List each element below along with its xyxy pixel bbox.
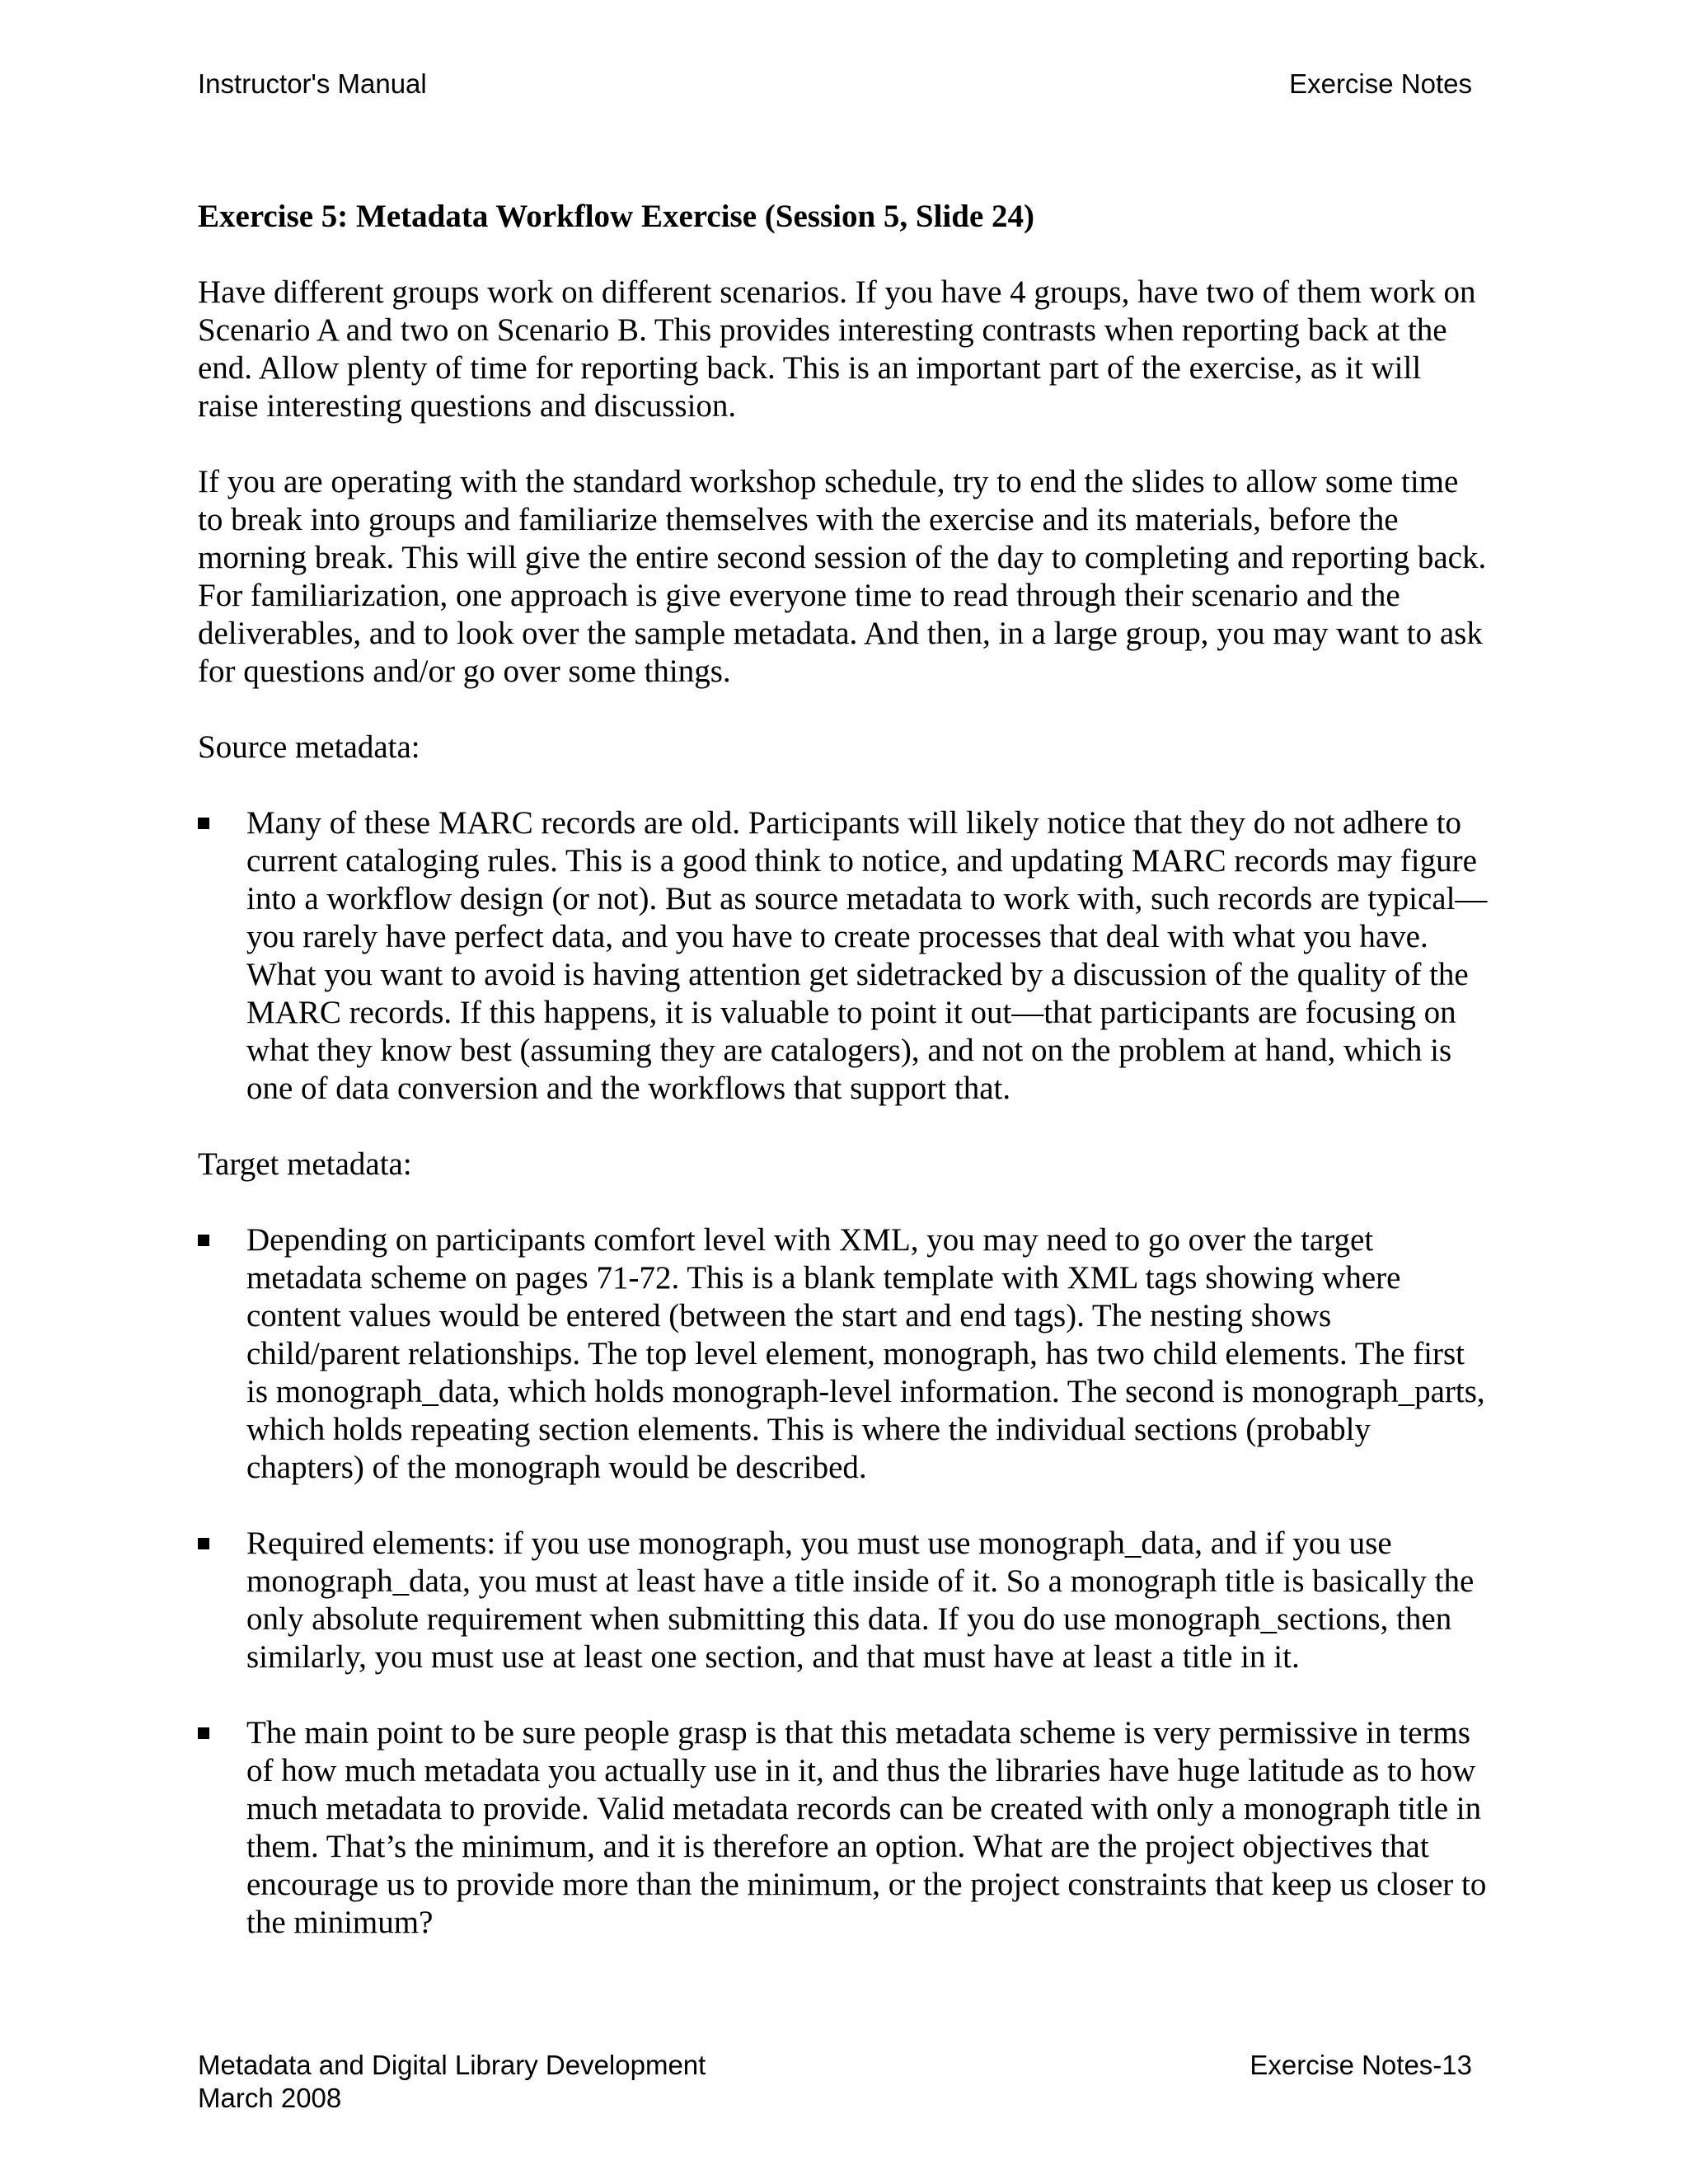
exercise-title: Exercise 5: Metadata Workflow Exercise (Session 5, Slide 24) bbox=[198, 199, 1034, 234]
square-bullet-icon bbox=[198, 818, 209, 829]
list-item bbox=[198, 1714, 1489, 1942]
list-item-text: Required elements: if you use monograph, you must use monograph_data, and if you use monograph_data, you must at least have a title inside of it. So a monograph title is basically the only absolute requirement when submitting this data. If you do use monograph_sections, then similarly, you must use at least one section, and that must have at least a title in it. bbox=[246, 1526, 1475, 1675]
page-footer bbox=[198, 2049, 1472, 2115]
square-bullet-icon bbox=[198, 1727, 209, 1739]
header-right-text: Exercise Notes bbox=[1289, 68, 1472, 99]
target-metadata-list bbox=[198, 1221, 1489, 1942]
square-bullet-icon bbox=[198, 1538, 209, 1549]
footer-page-number: Exercise Notes-13 bbox=[1250, 2050, 1472, 2080]
list-item bbox=[198, 1221, 1489, 1487]
source-metadata-heading: Source metadata: bbox=[198, 729, 420, 765]
footer-title: Metadata and Digital Library Development bbox=[198, 2050, 706, 2080]
square-bullet-icon bbox=[198, 1235, 209, 1246]
list-item bbox=[198, 804, 1489, 1108]
list-item bbox=[198, 1525, 1489, 1676]
source-metadata-list bbox=[198, 804, 1489, 1108]
page-content bbox=[198, 198, 1489, 1980]
footer-date: March 2008 bbox=[198, 2083, 342, 2113]
header-left-text: Instructor's Manual bbox=[198, 68, 427, 99]
target-metadata-heading: Target metadata: bbox=[198, 1146, 412, 1182]
list-item-text: Depending on participants comfort level with XML, you may need to go over the target metadata scheme on pages 71-72. This is a blank template with XML tags showing where content values would be entered (between the start and end tags). The nesting shows child/parent relationships. The top level element, monograph, has two child elements. The first is monograph_data, which holds monograph-level information. The second is monograph_parts, which holds repeating section elements. This is where the individual sections (probably chapters) of the monograph would be described. bbox=[246, 1222, 1485, 1485]
list-item-text: The main point to be sure people grasp is that this metadata scheme is very permissive in terms of how much metadata you actually use in it, and thus the libraries have huge latitude as to how much metadata to provide. Valid metadata records can be created with only a monograph title in them. That’s the minimum, and it is therefore an option. What are the project objectives that encourage us to provide more than the minimum, or the project constraints that keep us closer to the minimum? bbox=[246, 1715, 1487, 1940]
body-paragraph: If you are operating with the standard workshop schedule, try to end the slides to allow some time to break into groups and familiarize themselves with the exercise and its materials, before the morning break. This will give the entire second session of the day to completing and reporting back. For familiarization, one approach is give everyone time to read through their scenario and the deliverables, and to look over the sample metadata. And then, in a large group, you may want to ask for questions and/or go over some things. bbox=[198, 464, 1487, 689]
body-paragraph: Have different groups work on different scenarios. If you have 4 groups, have two of them work on Scenario A and two on Scenario B. This provides interesting contrasts when reporting back at the end. Allow plenty of time for reporting back. This is an important part of the exercise, as it will raise interesting questions and discussion. bbox=[198, 274, 1476, 424]
page-header bbox=[198, 68, 1472, 101]
list-item-text: Many of these MARC records are old. Participants will likely notice that they do not adhere to current cataloging rules. This is a good think to notice, and updating MARC records may figure into a workflow design (or not). But as source metadata to work with, such records are typical—you rarely have perfect data, and you have to create processes that deal with what you have. What you want to avoid is having attention get sidetracked by a discussion of the quality of the MARC records. If this happens, it is valuable to point it out—that participants are focusing on what they know best (assuming they are catalogers), and not on the problem at hand, which is one of data conversion and the workflows that support that. bbox=[246, 805, 1488, 1106]
